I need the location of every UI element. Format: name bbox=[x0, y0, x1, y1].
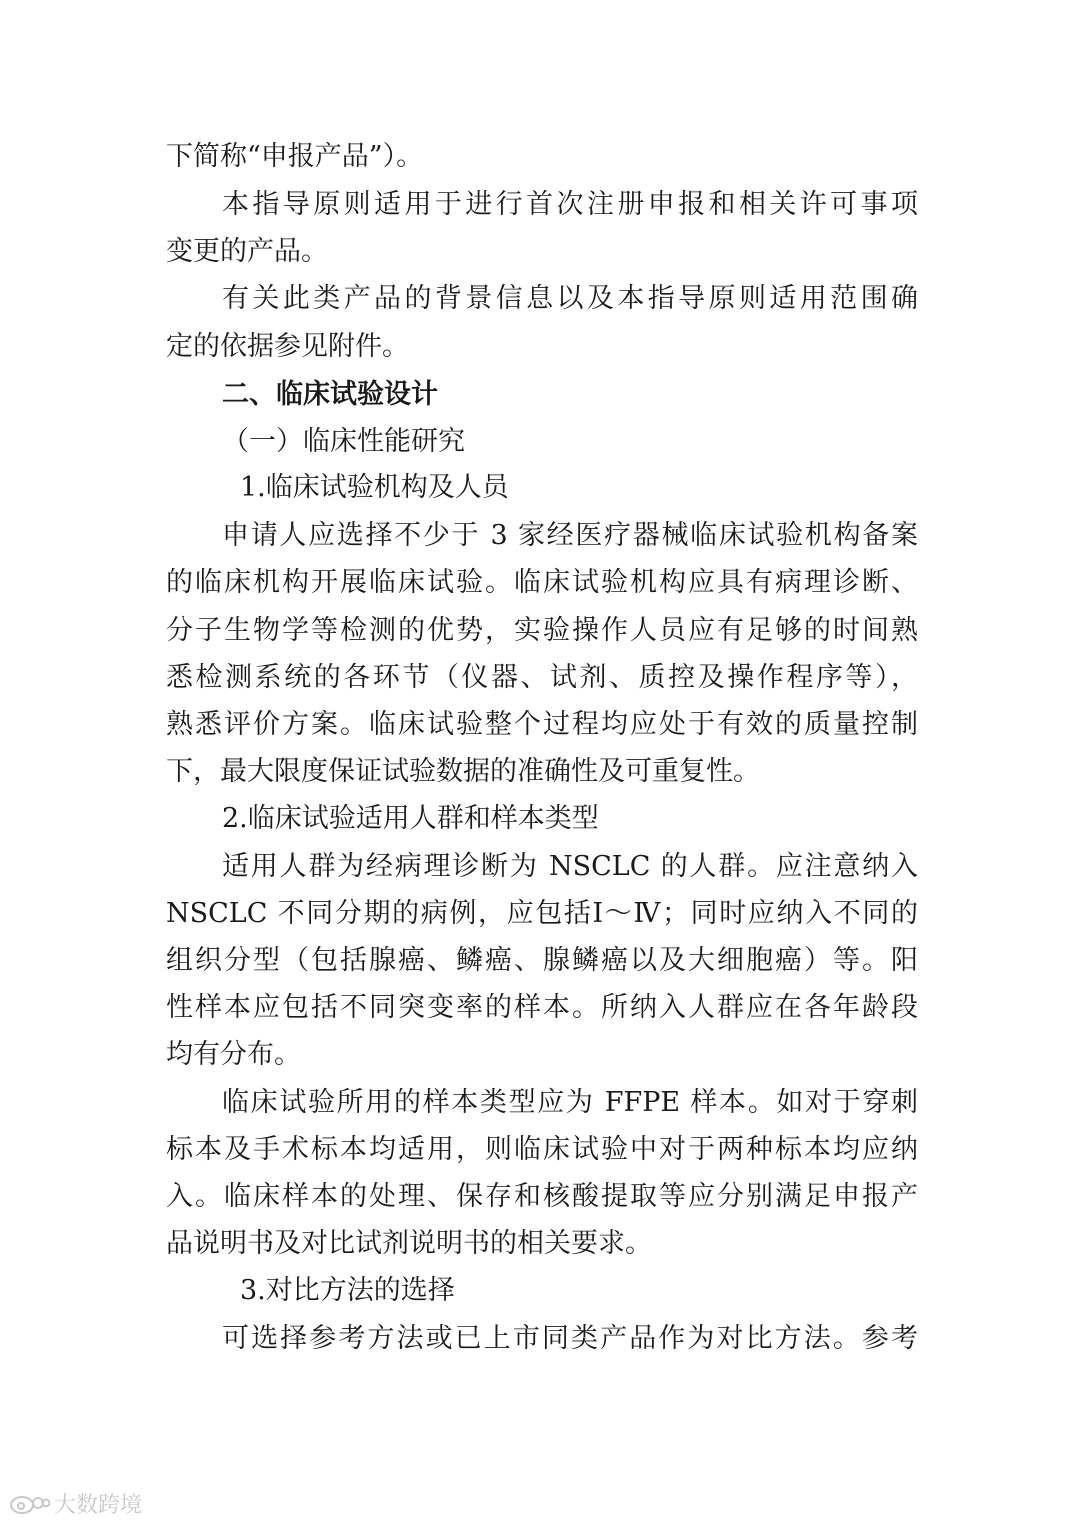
paragraph-line: NSCLC 不同分期的病例，应包括Ⅰ～Ⅳ；同时应纳入不同的 bbox=[166, 898, 918, 929]
paragraph-line: 适用人群为经病理诊断为 NSCLC 的人群。应注意纳入 bbox=[222, 851, 918, 882]
paragraph-line: 有关此类产品的背景信息以及本指导原则适用范围确 bbox=[222, 283, 918, 314]
subsection-heading: （一）临床性能研究 bbox=[222, 426, 465, 457]
paragraph-line: 品说明书及对比试剂说明书的相关要求。 bbox=[166, 1228, 652, 1259]
paragraph-line: 性样本应包括不同突变率的样本。所纳入人群应在各年龄段 bbox=[166, 992, 918, 1023]
paragraph-line: 定的依据参见附件。 bbox=[166, 331, 409, 362]
section-heading: 二、临床试验设计 bbox=[222, 379, 438, 410]
weibo-logo-icon bbox=[8, 1490, 50, 1516]
paragraph-line: 标本及手术标本均适用，则临床试验中对于两种标本均应纳 bbox=[166, 1134, 918, 1165]
paragraph-line: 变更的产品。 bbox=[166, 236, 328, 267]
paragraph-line: 下简称“申报产品”）。 bbox=[166, 141, 424, 172]
paragraph-line: 熟悉评价方案。临床试验整个过程均应处于有效的质量控制 bbox=[166, 709, 918, 740]
item-heading: 3.对比方法的选择 bbox=[240, 1275, 455, 1306]
watermark-text: 大数跨境 bbox=[54, 1492, 143, 1518]
paragraph-line: 的临床机构开展临床试验。临床试验机构应具有病理诊断、 bbox=[166, 567, 918, 598]
watermark bbox=[8, 1488, 142, 1518]
paragraph-line: 悉检测系统的各环节（仪器、试剂、质控及操作程序等）， bbox=[166, 662, 918, 693]
paragraph-line: 申请人应选择不少于 3 家经医疗器械临床试验机构备案 bbox=[222, 520, 918, 551]
paragraph-line: 本指导原则适用于进行首次注册申报和相关许可事项 bbox=[222, 189, 918, 220]
paragraph-line: 入。临床样本的处理、保存和核酸提取等应分别满足申报产 bbox=[166, 1181, 918, 1212]
paragraph-line: 组织分型（包括腺癌、鳞癌、腺鳞癌以及大细胞癌）等。阳 bbox=[166, 945, 918, 976]
paragraph-line: 可选择参考方法或已上市同类产品作为对比方法。参考 bbox=[222, 1323, 918, 1354]
paragraph-line: 分子生物学等检测的优势，实验操作人员应有足够的时间熟 bbox=[166, 615, 918, 646]
paragraph-line: 均有分布。 bbox=[166, 1039, 301, 1070]
item-heading: 1.临床试验机构及人员 bbox=[240, 472, 509, 503]
paragraph-line: 临床试验所用的样本类型应为 FFPE 样本。如对于穿刺 bbox=[222, 1087, 918, 1118]
item-heading: 2.临床试验适用人群和样本类型 bbox=[222, 803, 599, 834]
paragraph-line: 下，最大限度保证试验数据的准确性及可重复性。 bbox=[166, 756, 760, 787]
